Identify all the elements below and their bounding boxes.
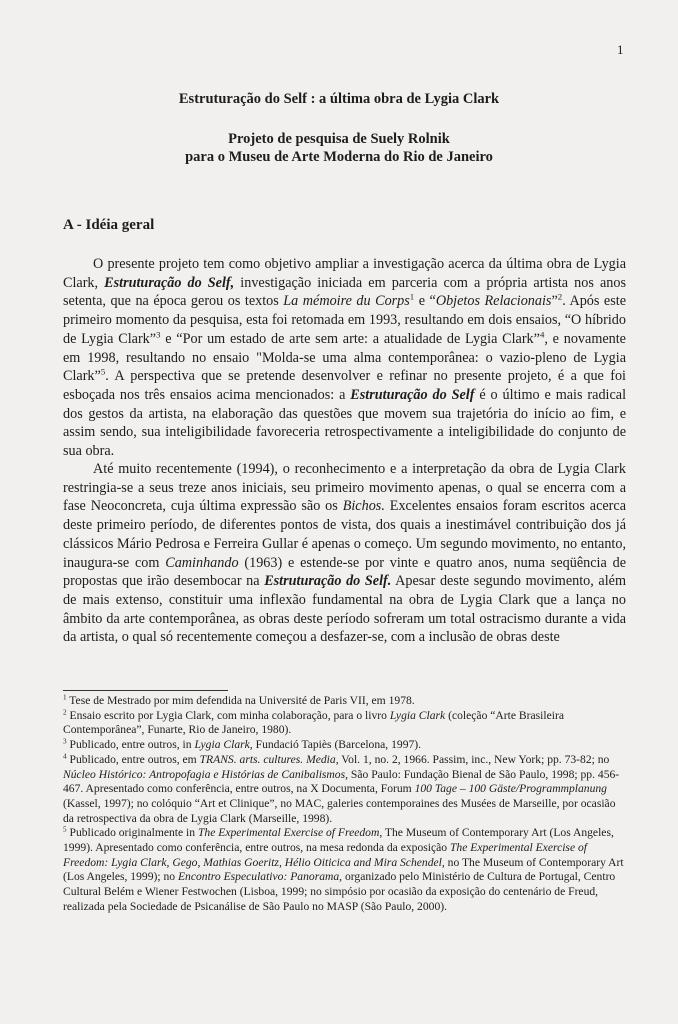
footnote-3: $^3$ Publicado, entre outros, in Lygia Clark, Fundació Tapiès (Barcelona, 1997).	[63, 737, 422, 752]
document-title: Estruturação do Self : a última obra de Lygia Clark	[178, 91, 500, 107]
footnote-2: $^2$ Ensaio escrito por Lygia Clark, com minha colaboração, para o livro Lygia Clark (coleção “Arte Brasileira Contemporânea”, Funarte, Rio de Janeiro, 1980).	[63, 708, 564, 737]
text-title: La mémoire du Corps	[283, 293, 410, 310]
footnotes	[63, 694, 629, 915]
footnote-ref: 2	[557, 292, 563, 303]
work-title: Estruturação do Self.	[264, 573, 392, 590]
footnote-separator	[63, 690, 228, 691]
footnote-ref: 3	[156, 329, 161, 340]
document-subtitle-line-2: para o Museu de Arte Moderna do Rio de Janeiro	[185, 149, 493, 165]
work-title: Bichos.	[342, 498, 385, 515]
footnote-4: $^4$ Publicado, entre outros, em TRANS. arts. cultures. Media, Vol. 1, no. 2, 1966. Passim, inc., New York; pp. 73-82; no Núcleo Histórico: Antropofagia e Histórias de Canibalismos, São Paulo: Fundação Bienal de São Paulo, 1998; pp. 456-467. Apresentado como conferência, entre outros, na X Documenta, Forum 100 Tage – 100 Gäste/Programmplanung (Kassel, 1997); no colóquio “Art et Clinique”, no MAC, galeries contemporaines des Musées de Marseille, por ocasião da retrospectiva da obra de Lygia Clark (Marseille, 1998).	[63, 752, 620, 825]
text-title: Objetos Relacionais	[435, 293, 552, 310]
footnote-ref: 4	[539, 329, 545, 340]
footnote-ref: 5	[100, 366, 106, 377]
work-title: Estruturação do Self	[350, 386, 475, 403]
work-title: Caminhando	[165, 554, 239, 571]
work-title: Estruturação do Self,	[104, 274, 235, 291]
footnote-1: $^1$ Tese de Mestrado por mim defendida na Université de Paris VII, em 1978.	[63, 693, 415, 707]
footnote-ref: 1	[409, 292, 415, 303]
paragraph-1: O presente projeto tem como objetivo ampliar a investigação acerca da última obra de Lygia Clark, Estruturação do Self, investigação iniciada em parceria com a própria artista nos anos setenta, que na época gerou os textos La mémoire du Corps$^1$ e “Objetos Relacionais”$^2$. Após este primeiro momento da pesquisa, esta foi retomada em 1993, resultando em dois ensaios, “O híbrido de Lygia Clark”$^3$ e “Por um estado de arte sem arte: a atualidade de Lygia Clark”$^4$, e novamente em 1998, resultando no ensaio "Molda-se uma alma contemporânea: o vazio-pleno de Lygia Clark”$^5$. A perspectiva que se pretende desenvolver e refinar no presente projeto, é a que foi esboçada nos três ensaios acima mencionados: a Estruturação do Self é o último e mais radical dos gestos da artista, na elaboração das questões que movem sua trajetória do início ao fim, e assim sendo, sua inteligibilidade favoreceria retrospectivamente a inteligibilidade do conjunto de sua obra.	[63, 256, 627, 460]
page-number: 1	[617, 42, 624, 57]
paragraph-2: Até muito recentemente (1994), o reconhecimento e a interpretação da obra de Lygia Clark restringia-se a seus treze anos iniciais, seu primeiro movimento apenas, o qual se encerra com a fase Neoconcreta, cuja última expressão são os Bichos. Excelentes ensaios foram escritos acerca deste primeiro período, de diferentes pontos de vista, dos quais a inestimável contribuição dos já clássicos Mário Pedrosa e Ferreira Gullar é apenas o começo. Um segundo movimento, no entanto, inaugura-se com Caminhando (1963) e estende-se por vinte e quatro anos, numa seqüência de propostas que irão desembocar na Estruturação do Self. Apesar deste segundo movimento, além de mais extenso, constituir uma inflexão fundamental na obra de Lygia Clark que a lança no âmbito da arte contemporânea, as obras deste período sofreram um total ostracismo durante a vida da artista, o qual só recentemente começou a desfazer-se, com a inclusão de obras deste	[63, 461, 627, 646]
section-heading: A - Idéia geral	[63, 217, 155, 233]
footnote-5: $^5$ Publicado originalmente in The Experimental Exercise of Freedom, The Museum of Contemporary Art (Los Angeles, 1999). Apresentado como conferência, entre outros, na mesa redonda da exposição The Experimental Exercise of Freedom: Lygia Clark, Gego, Mathias Goeritz, Hélio Oiticica and Mira Schendel, no The Museum of Contemporary Art (Los Angeles, 1999); no Encontro Especulativo: Panorama, organizado pelo Ministério de Cultura de Portugal, Centro Cultural Belém e Wiener Festwochen (Lisboa, 1999; no simpósio por ocasião da exposição do centenário de Freud, realizada pela Sociedade de Psicanálise de São Paulo no MASP (São Paulo, 2000).	[63, 826, 624, 913]
document-subtitle-line-1: Projeto de pesquisa de Suely Rolnik	[228, 131, 450, 147]
